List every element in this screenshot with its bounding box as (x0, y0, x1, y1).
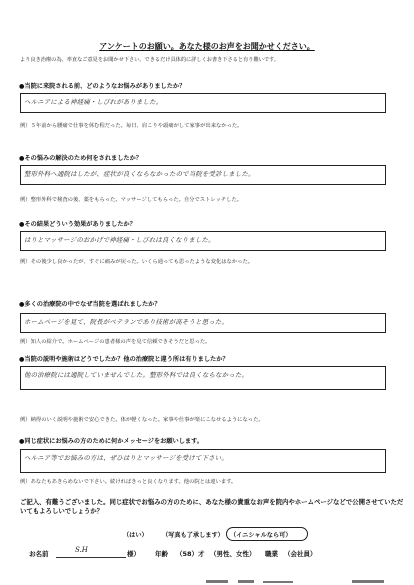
answer-6: ヘルニア等でお悩みの方は、ぜひはりとマッサージを受けて下さい。 (24, 454, 228, 462)
intro-text: より良き治療の為、率直なご意見をお聞かせ下さい。できるだけ具体的に詳しくお書き下さると有り難いです。 (20, 57, 279, 63)
answer-2: 整形外科へ通院はしたが、症状が良くならなかったので当院を受診しました。 (24, 170, 255, 178)
example-4: 例）知人の紹介で。ホームページの患者様の声を見て信頼できそうだと思った。 (20, 339, 211, 345)
answer-1: ヘルニアによる神経痛・しびれがありました。 (24, 98, 163, 106)
answer-3: はりとマッサージのおかげで神経痛・しびれは良くなりました。 (24, 236, 215, 244)
page-title: アンケートのお願い。あなた様のお声をお聞かせください。 (99, 42, 315, 51)
answer-4: ホームページを見て、院長がベテランであり技術が高そうと思った。 (24, 318, 229, 326)
question-6: ●同じ症状にお悩みの方のために何かメッセージをお願いします。 (19, 438, 203, 445)
question-1: ●当院に来院される前、どのようなお悩みがありましたか？ (19, 83, 186, 90)
name-value[interactable]: S.H (75, 546, 88, 554)
example-3: 例）その後少し良かったが、すぐに痛みが戻った。いくら通っても思ったような変化はなかった。 (20, 259, 254, 265)
question-3: ●その結果どういう効果がありましたか？ (19, 221, 136, 228)
sama-label: 様） (127, 550, 140, 558)
closing-text: ご記入、有難うございました。同じ症状でお悩みの方のために、あなた様の貴重なお声を院内やホームページなどで公開させていただいてもよろしいでしょうか？ (20, 498, 404, 515)
scan-artifact (206, 580, 228, 583)
scan-artifact (263, 581, 293, 583)
example-6: 例）あなたもあきらめないで下さい。続ければきっと良くなります。他の院とは違います。 (20, 479, 237, 485)
publish-photo-option[interactable]: （写真も了承します） (162, 532, 224, 539)
publish-initial-option[interactable]: （イニシャルなら可） (230, 532, 292, 539)
example-1: 例）５年前から腰痛で仕事を休む程だった。毎日、肩こりや頭痛がして家事が出来なかった。 (20, 123, 243, 129)
example-5: 例）納得のいく説明や施術で安心できた。体が軽くなった。家事や仕事が楽にこなせるようになった。 (20, 417, 264, 423)
job-value[interactable]: （会社員） (284, 550, 317, 558)
question-4: ●多くの治療院の中でなぜ当院を選ばれましたか？ (19, 301, 161, 308)
age-value[interactable]: （58）才 (176, 550, 205, 558)
scan-artifact (352, 580, 384, 583)
answer-box-6[interactable] (20, 449, 386, 473)
answer-box-1[interactable] (20, 93, 386, 113)
question-5: ●当院の説明や施術はどうでしたか？他の治療院と違う所は有りましたか？ (19, 356, 229, 363)
answer-box-5[interactable] (20, 366, 386, 390)
question-2: ●その悩みの解決のため何をされましたか？ (19, 155, 142, 162)
scan-artifact (238, 580, 254, 583)
name-label: お名前 (29, 550, 49, 558)
answer-box-2[interactable] (20, 165, 386, 185)
answer-5: 他の治療院には通院していませんでした。整形外科では良くならなかった。 (24, 371, 249, 379)
gender-field[interactable]: （男性、女性） (210, 550, 256, 558)
example-2: 例）整形外科で検査の後、薬をもらった。マッサージしてもらった。自分でストレッチした。 (20, 197, 243, 203)
age-label: 年齢 (155, 550, 168, 558)
job-label: 職業 (265, 550, 278, 558)
answer-box-4[interactable] (20, 313, 386, 333)
publish-yes-option[interactable]: （はい） (123, 532, 148, 539)
name-underline (56, 557, 126, 558)
answer-box-3[interactable] (20, 231, 386, 251)
